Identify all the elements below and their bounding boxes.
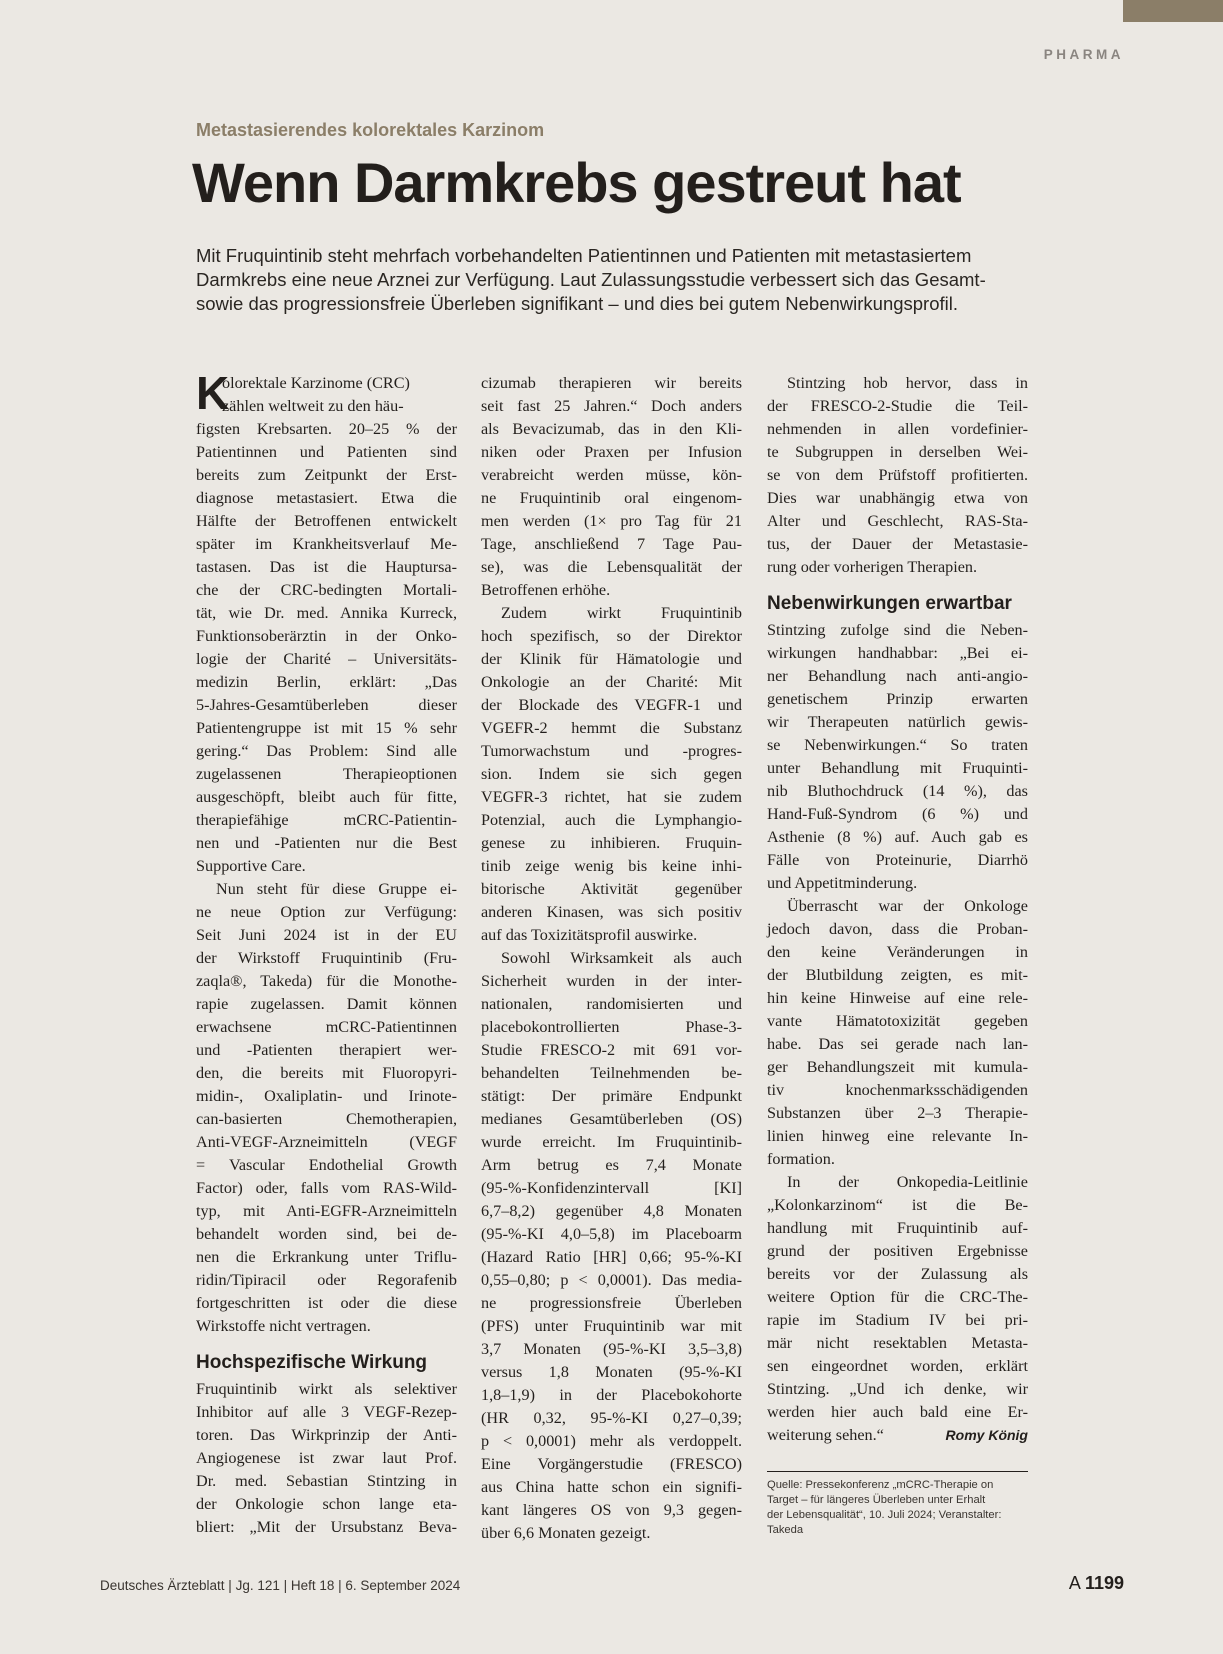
body-text-line: (95-%-Konfidenzintervall [KI] [481,1179,742,1197]
body-text-line: = Vascular Endothelial Growth [196,1156,457,1174]
body-text-line: 5-Jahres-Gesamtüberleben dieser [196,696,457,714]
body-text-line: der Blockade des VEGFR-1 und [481,696,742,714]
body-text-line: Tage, anschließend 7 Tage Pau- [481,535,742,553]
line-text: auf das Toxizitätsprofil auswirke. [481,926,698,944]
body-text-line: der FRESCO-2-Studie die Teil- [767,397,1028,415]
teaser-line: Mit Fruquintinib steht mehrfach vorbehandelten Patientinnen und Patienten mit metastasiertem [196,245,972,266]
body-text-line: rapie zugelassen. Damit können [196,995,457,1013]
body-text-line: ne Fruquintinib oral eingenom- [481,489,742,507]
body-text-line: unter Behandlung mit Fruquinti- [767,759,1028,777]
body-text-line: wurde erreicht. Im Fruquintinib- [481,1133,742,1151]
body-text-line: sion. Indem sie sich gegen [481,765,742,783]
body-text-line: wir Therapeuten natürlich gewis- [767,713,1028,731]
line-text: formation. [767,1150,835,1168]
body-text-line [196,1315,457,1338]
body-text-line [767,872,1028,895]
body-text-line: 1,8–1,9) in der Placebokohorte [481,1386,742,1404]
body-text-line: zugelassenen Therapieoptionen [196,765,457,783]
body-text-line: 0,55–0,80; p < 0,0001). Das media- [481,1271,742,1289]
body-text-line: Asthenie (8 %) auf. Auch gab es [767,828,1028,846]
body-text-line: Alter und Geschlecht, RAS-Sta- [767,512,1028,530]
body-text-line: rapie im Stadium IV bei pri- [767,1311,1028,1329]
body-text-line: Fälle von Proteinurie, Diarrhö [767,851,1028,869]
body-text-line: kant längeres OS von 9,3 gegen- [481,1501,742,1519]
body-text-line [767,1148,1028,1171]
body-text-line: nen und -Patienten nur die Best [196,834,457,852]
body-text-line: weitere Option für die CRC-The- [767,1288,1028,1306]
body-text-line: (95-%-KI 4,0–5,8) im Placeboarm [481,1225,742,1243]
body-text-line: te Subgruppen in derselben Wei- [767,443,1028,461]
body-text-line: Stintzing hob hervor, dass in [787,374,1028,392]
body-text-line: nehmenden in allen vordefinier- [767,420,1028,438]
body-text-line: cizumab therapieren wir bereits [481,374,742,392]
source-line: Target – für längeres Überleben unter Erhalt [767,1494,986,1506]
body-text-line: „Kolonkarzinom“ ist die Be- [767,1196,1028,1214]
body-text-line [481,924,742,947]
body-text-line: seit fast 25 Jahren.“ Doch anders [481,397,742,415]
body-text-line: se von dem Prüfstoff profitierten. [767,466,1028,484]
body-text-line [481,579,742,602]
line-text: zählen weltweit zu den häu- [222,397,404,415]
body-text-line: Sicherheit wurden in der inter- [481,972,742,990]
body-text-line: Potenzial, auch die Lymphangio- [481,811,742,829]
body-text-line: und -Patienten therapiert wer- [196,1041,457,1059]
article-kicker: Metastasierendes kolorektales Karzinom [196,120,545,140]
source-note [767,1478,1028,1538]
line-text: und Appetitminderung. [767,874,918,892]
body-text-line: Angiogenese ist zwar laut Prof. [196,1449,457,1467]
body-text-line: Inhibitor auf alle 3 VEGF-Rezep- [196,1403,457,1421]
body-text-line: mär nicht resektablen Metasta- [767,1334,1028,1352]
line-text: über 6,6 Monaten gezeigt. [481,1524,651,1542]
body-text-line: can-basierten Chemotherapien, [196,1110,457,1128]
body-text-line: Factor) oder, falls vom RAS-Wild- [196,1179,457,1197]
corner-accent-bar [1123,0,1223,22]
source-line: der Lebensqualität“, 10. Juli 2024; Veranstalter: [767,1509,1002,1521]
body-text-line: grund der positiven Ergebnisse [767,1242,1028,1260]
page-number [1069,1573,1124,1594]
column-subheading: Hochspezifische Wirkung [196,1352,428,1373]
body-text-line: Stintzing. „Und ich denke, wir [767,1380,1028,1398]
body-text-line [767,1424,1028,1447]
line-text: olorektale Karzinome (CRC) [222,374,410,392]
article-column-1 [196,367,457,1539]
body-text-line: Nun steht für diese Gruppe ei- [216,880,457,898]
body-text-line: se), was die Lebensqualität der [481,558,742,576]
body-text-line: medizin Berlin, erklärt: „Das [196,673,457,691]
body-text-line: Fruquintinib wirkt als selektiver [196,1380,457,1398]
body-text-line: ridin/Tipiracil oder Regorafenib [196,1271,457,1289]
body-text-line: später im Krankheitsverlauf Me- [196,535,457,553]
body-text-line: Patientinnen und Patienten sind [196,443,457,461]
body-text-line: typ, mit Anti-EGFR-Arzneimitteln [196,1202,457,1220]
body-text-line: Arm betrug es 7,4 Monate [481,1156,742,1174]
body-text-line: linien hinweg eine relevante In- [767,1127,1028,1145]
body-text-line: medianes Gesamtüberleben (OS) [481,1110,742,1128]
body-text-line: VEGFR-3 richtet, hat sie zudem [481,788,742,806]
body-text-line: zaqla®, Takeda) für die Monothe- [196,972,457,990]
body-text-line [767,556,1028,579]
body-text-line: therapiefähige mCRC-Patientin- [196,811,457,829]
body-text-line: tiv knochenmarksschädigenden [767,1081,1028,1099]
body-text-line: Stintzing zufolge sind die Neben- [767,621,1028,639]
article-column-3 [767,372,1028,1447]
body-text-line: der Wirkstoff Fruquintinib (Fru- [196,949,457,967]
body-text-line: (PFS) unter Fruquintinib war mit [481,1317,742,1335]
body-text-line: Patientengruppe ist mit 15 % sehr [196,719,457,737]
body-text-line: 6,7–8,2) gegenüber 4,8 Monaten [481,1202,742,1220]
body-text-line: handlung mit Fruquintinib auf- [767,1219,1028,1237]
author-name: Romy König [945,1427,1028,1443]
body-text-line: genese zu inhibieren. Fruquin- [481,834,742,852]
body-text-line: aus China hatte schon ein signifi- [481,1478,742,1496]
body-text-line: In der Onkopedia-Leitlinie [787,1173,1028,1191]
body-text-line: nib Bluthochdruck (14 %), das [767,782,1028,800]
body-text-line: den, die bereits mit Fluoropyri- [196,1064,457,1082]
body-text-line: figsten Krebsarten. 20–25 % der [196,420,457,438]
body-text-line: nen die Erkrankung unter Triflu- [196,1248,457,1266]
body-text-line: ne progressionsfreie Überleben [481,1294,742,1312]
section-label: PHARMA [1043,47,1124,62]
body-text-line: fortgeschritten ist oder die diese [196,1294,457,1312]
body-text-line: hin keine Hinweise auf eine rele- [767,989,1028,1007]
body-text-line: verabreicht werden müsse, kön- [481,466,742,484]
body-text-line: bereits zum Zeitpunkt der Erst- [196,466,457,484]
article-headline: Wenn Darmkrebs gestreut hat [192,151,961,214]
body-text-line: gering.“ Das Problem: Sind alle [196,742,457,760]
journal-citation: Deutsches Ärzteblatt | Jg. 121 | Heft 18 | 6. September 2024 [100,1578,461,1593]
body-text-line: erwachsene mCRC-Patientinnen [196,1018,457,1036]
body-text-line: tinib zeige wenig bis keine inhi- [481,857,742,875]
body-text-line: sen eingeordnet worden, erklärt [767,1357,1028,1375]
body-text-line: den keine Veränderungen in [767,943,1028,961]
body-text-line: Tumorwachstum und -progres- [481,742,742,760]
body-text-line: jedoch davon, dass die Proban- [767,920,1028,938]
body-text-line: behandelten Teilnehmenden be- [481,1064,742,1082]
body-text-line: Überrascht war der Onkologe [787,897,1028,915]
body-text-line: Studie FRESCO-2 mit 691 vor- [481,1041,742,1059]
body-text-line [481,1522,742,1545]
body-text-line: wirkungen handhabbar: „Bei ei- [767,644,1028,662]
body-text-line: Hälfte der Betroffenen entwickelt [196,512,457,530]
body-text-line: men werden (1× pro Tag für 21 [481,512,742,530]
article-teaser [196,244,1036,316]
closing-text: weiterung sehen.“ [767,1426,884,1444]
body-text-line: se Nebenwirkungen.“ So traten [767,736,1028,754]
drop-cap: K [196,367,230,419]
body-text-line [196,395,457,418]
body-text-line: nationalen, randomisierten und [481,995,742,1013]
body-text-line: Anti-VEGF-Arzneimitteln (VEGF [196,1133,457,1151]
body-text-line: ausgeschöpft, bleibt auch für fitte, [196,788,457,806]
body-text-line: Substanzen über 2–3 Therapie- [767,1104,1028,1122]
line-text: Betroffenen erhöhe. [481,581,611,599]
body-text-line: als Bevacizumab, das in den Kli- [481,420,742,438]
body-text-line: anderen Kinasen, was sich positiv [481,903,742,921]
body-text-line: VGEFR-2 hemmt die Substanz [481,719,742,737]
body-text-line: stätigt: Der primäre Endpunkt [481,1087,742,1105]
body-text-line: logie der Charité – Universitäts- [196,650,457,668]
body-text-line: p < 0,0001) mehr als verdoppelt. [481,1432,742,1450]
body-text-line: tät, wie Dr. med. Annika Kurreck, [196,604,457,622]
page-prefix: A [1068,1573,1080,1593]
body-text-line: Sowohl Wirksamkeit als auch [501,949,742,967]
body-text-line: midin-, Oxaliplatin- und Irinote- [196,1087,457,1105]
line-text: Supportive Care. [196,857,306,875]
body-text-line: tus, der Dauer der Metastasie- [767,535,1028,553]
body-text-line: Funktionsoberärztin in der Onko- [196,627,457,645]
body-text-line: che der CRC-bedingten Mortali- [196,581,457,599]
body-text-line: Seit Juni 2024 ist in der EU [196,926,457,944]
body-text-line: bitorische Aktivität gegenüber [481,880,742,898]
body-text-line: der Onkologie schon lange eta- [196,1495,457,1513]
line-text: rung oder vorherigen Therapien. [767,558,978,576]
body-text-line: der Klinik für Hämatologie und [481,650,742,668]
body-text-line: Zudem wirkt Fruquintinib [501,604,742,622]
body-text-line: 3,7 Monaten (95-%-KI 3,5–3,8) [481,1340,742,1358]
body-text-line: tastasen. Das ist die Hauptursa- [196,558,457,576]
body-text-line: diagnose metastasiert. Etwa die [196,489,457,507]
body-text-line: der Blutbildung zeigten, es mit- [767,966,1028,984]
body-text-line: behandelt worden sind, bei de- [196,1225,457,1243]
body-text-line: Dies war unabhängig etwa von [767,489,1028,507]
body-text-line: habe. Das sei gerade nach lan- [767,1035,1028,1053]
body-text-line: ne neue Option zur Verfügung: [196,903,457,921]
body-text-line: bliert: „Mit der Ursubstanz Beva- [196,1518,457,1536]
body-text-line: ger Behandlungszeit mit kumula- [767,1058,1028,1076]
article-column-2 [481,372,742,1545]
body-text-line: hoch spezifisch, so der Direktor [481,627,742,645]
body-text-line: bereits vor der Zulassung als [767,1265,1028,1283]
body-text-line: versus 1,8 Monaten (95-%-KI [481,1363,742,1381]
body-text-line [196,855,457,878]
teaser-line: sowie das progressionsfreie Überleben signifikant – und dies bei gutem Nebenwirkungsprofil. [196,293,959,314]
body-text-line: Dr. med. Sebastian Stintzing in [196,1472,457,1490]
body-text-line: vante Hämatotoxizität gegeben [767,1012,1028,1030]
body-text-line: (Hazard Ratio [HR] 0,66; 95-%-KI [481,1248,742,1266]
body-text-line: Onkologie an der Charité: Mit [481,673,742,691]
column-subheading: Nebenwirkungen erwartbar [767,593,1012,614]
body-text-line: placebokontrollierten Phase-3- [481,1018,742,1036]
source-line: Takeda [767,1524,804,1536]
body-text-line: genetischem Prinzip erwarten [767,690,1028,708]
body-text-line: Eine Vorgängerstudie (FRESCO) [481,1455,742,1473]
line-text: Wirkstoffe nicht vertragen. [196,1317,371,1335]
source-divider [767,1471,1028,1472]
source-line: Quelle: Pressekonferenz „mCRC-Therapie on [767,1479,994,1491]
body-text-line: Hand-Fuß-Syndrom (6 %) und [767,805,1028,823]
page-number-value: 1199 [1084,1573,1124,1593]
teaser-line: Darmkrebs eine neue Arznei zur Verfügung. Laut Zulassungsstudie verbessert sich das Gesamt- [196,269,986,290]
body-text-line: werden hier auch bald eine Er- [767,1403,1028,1421]
body-text-line: (HR 0,32, 95-%-KI 0,27–0,39; [481,1409,742,1427]
body-text-line: niken oder Praxen per Infusion [481,443,742,461]
body-text-line: ner Behandlung nach anti-angio- [767,667,1028,685]
body-text-line: toren. Das Wirkprinzip der Anti- [196,1426,457,1444]
